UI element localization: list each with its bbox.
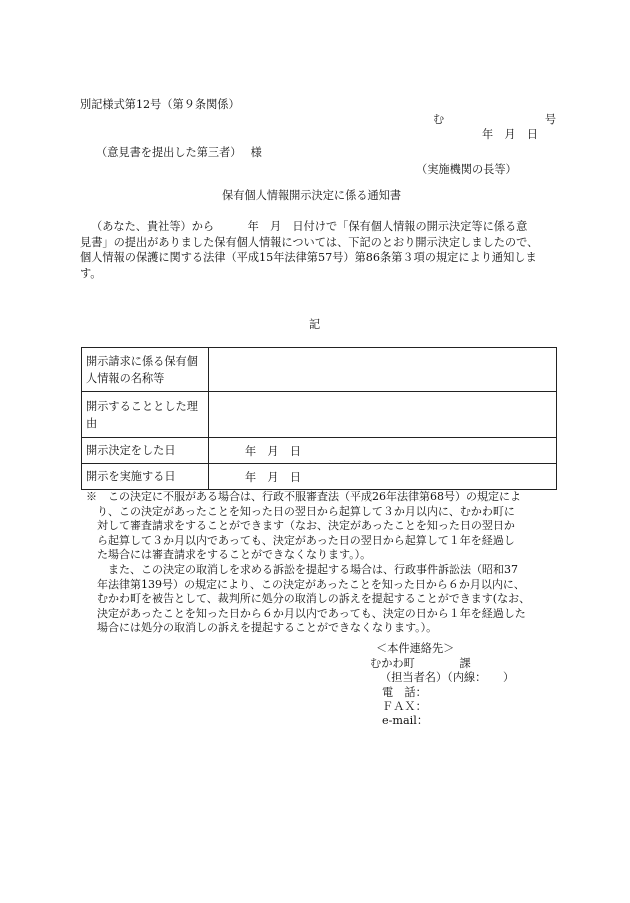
- note-line: 対して審査請求をすることができます（なお、決定があったことを知った日の翌日か: [86, 519, 515, 533]
- body-paragraph: [80, 219, 538, 281]
- contact-person: （担当者名）（内線： ）: [380, 671, 515, 684]
- table-value: 年 月 日: [209, 438, 557, 464]
- note-line: むかわ町を被告として、裁判所に処分の取消しの訴えを提起することができます(なお、: [86, 592, 531, 606]
- table-label: [82, 464, 209, 490]
- label-line: 開示を実施する日: [86, 470, 176, 483]
- contact-fax: ＦＡＸ：: [382, 700, 427, 713]
- contact-email: e-mail：: [382, 714, 429, 727]
- notes-block: [86, 490, 562, 636]
- issuer: （実施機関の長等）: [416, 163, 517, 176]
- body-line: 見書」の提出がありました保有個人情報については、下記のとおり開示決定しましたので、: [80, 235, 539, 249]
- table-value: 年 月 日: [209, 464, 557, 490]
- table-label: [82, 392, 209, 438]
- document-number: む 号: [433, 113, 557, 126]
- label-line: 人情報の名称等: [86, 371, 165, 385]
- table-row: [82, 348, 557, 392]
- note-line: ら起算して３か月以内であっても、決定があった日の翌日から起算して１年を経過し: [86, 533, 515, 547]
- label-line: 開示請求に係る保有個: [86, 354, 198, 368]
- note-line: り、この決定があったことを知った日の翌日から起算して３か月以内に、むかわ町に: [86, 504, 515, 518]
- note-line: た場合には審査請求をすることができなくなります。）。: [86, 548, 372, 562]
- issue-date: 年 月 日: [482, 128, 538, 141]
- table-row: [82, 438, 557, 464]
- table-value: [209, 348, 557, 392]
- note-line: 年法律第139号）の規定により、この決定があったことを知った日から６か月以内に、: [86, 577, 525, 591]
- label-line: 開示決定をした日: [86, 444, 176, 457]
- body-line: す。: [80, 266, 102, 280]
- contact-heading: ＜本件連絡先＞: [376, 642, 455, 655]
- table-label: [82, 348, 209, 392]
- table-row: [82, 392, 557, 438]
- note-line: ※ この決定に不服がある場合は、行政不服審査法（平成26年法律第68号）の規定によ: [86, 490, 521, 503]
- note-line: 決定があったことを知った日から６か月以内であっても、決定の日から１年を経過した: [86, 606, 526, 620]
- contact-phone: 電 話：: [382, 686, 427, 699]
- table-label: [82, 438, 209, 464]
- disclosure-table: [81, 347, 557, 490]
- body-line: 個人情報の保護に関する法律（平成15年法律第57号）第86条第３項の規定により通知しま: [80, 251, 537, 264]
- table-row: [82, 464, 557, 490]
- table-value: [209, 392, 557, 438]
- addressee: （意見書を提出した第三者） 様: [96, 146, 262, 159]
- note-line: 場合には処分の取消しの訴えを提起することができなくなります。）。: [86, 621, 438, 635]
- label-line: 由: [86, 416, 98, 430]
- form-number: 別記様式第12号（第９条関係）: [80, 98, 240, 111]
- ki-heading: 記: [309, 318, 321, 331]
- document-title: 保有個人情報開示決定に係る通知書: [222, 189, 402, 202]
- note-line: また、この決定の取消しを求める訴訟を提起する場合は、行政事件訴訟法（昭和37: [86, 562, 518, 576]
- label-line: 開示することとした理: [86, 399, 198, 413]
- contact-department: むかわ町 課: [370, 657, 471, 670]
- body-line: （あなた、貴社等）から 年 月 日付けで「保有個人情報の開示決定等に係る意: [91, 220, 528, 233]
